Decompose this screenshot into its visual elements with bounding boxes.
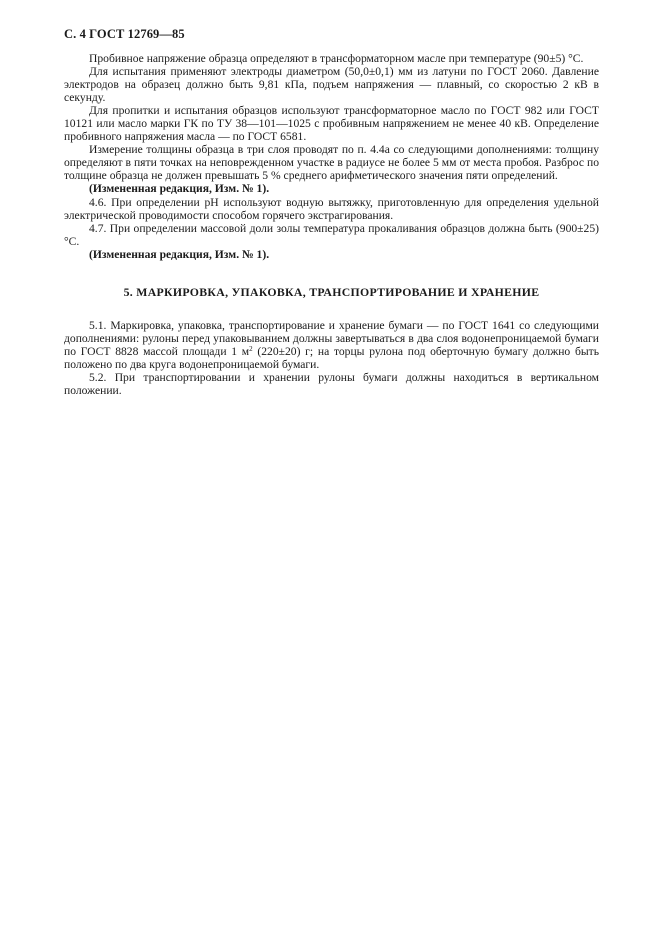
- paragraph: Пробивное напряжение образца определяют в трансформаторном масле при температуре (90±5) °С.: [89, 52, 584, 65]
- paragraph: Для пропитки и испытания образцов используют трансформаторное масло по ГОСТ 982 или ГОСТ 10121 или масло марки ГК по ТУ 38—101—1025 с пробивным напряжением не менее 40 кВ. Определение пробивного напряжения масла — по ГОСТ 6581.: [64, 104, 599, 144]
- paragraph: Измерение толщины образца в три слоя проводят по п. 4.4а со следующими дополнениями: толщину определяют в пяти точках на неповрежденном участке в радиусе не более 5 мм от места пробоя. Разброс по толщине образца не должен превышать 5 % среднего арифметического значения пяти определений.: [64, 143, 599, 183]
- text-span: 5.1. Маркировка, упаковка, транспортирование и хранение бумаги — по ГОСТ 1641 со следующими дополнениями: рулоны перед упаковыванием должны завертываться в два слоя водонепроницаемой бумаги по ГОСТ 8828 массой площади 1 м: [64, 318, 599, 358]
- amendment-note: (Измененная редакция, Изм. № 1).: [89, 182, 270, 196]
- paragraph: 4.6. При определении рН используют водную вытяжку, приготовленную для определения удельной электрической проводимости способом горячего экстрагирования.: [64, 195, 599, 222]
- text-span: (220±20) г; на торцы рулона под оберточную бумагу должно быть положено по два круга водонепроницаемой бумаги.: [64, 344, 599, 371]
- document-body: [64, 52, 599, 397]
- paragraph-5-2: 5.2. При транспортировании и хранении рулоны бумаги должны находиться в вертикальном положении.: [64, 370, 599, 398]
- paragraph: 4.7. При определении массовой доли золы температура прокаливания образцов должна быть (900±25) °С.: [64, 221, 599, 248]
- page-header: С. 4 ГОСТ 12769—85: [64, 27, 185, 41]
- amendment-note: (Измененная редакция, Изм. № 1).: [89, 247, 270, 261]
- superscript: 2: [249, 344, 253, 353]
- section-title: 5. МАРКИРОВКА, УПАКОВКА, ТРАНСПОРТИРОВАНИЕ И ХРАНЕНИЕ: [123, 284, 540, 299]
- paragraph: Для испытания применяют электроды диаметром (50,0±0,1) мм из латуни по ГОСТ 2060. Давление электродов на образец должно быть 9,81 кПа, подъем напряжения — плавный, со скоростью 2 кВ в секунду.: [64, 65, 599, 105]
- paragraph-5-1: [64, 319, 599, 371]
